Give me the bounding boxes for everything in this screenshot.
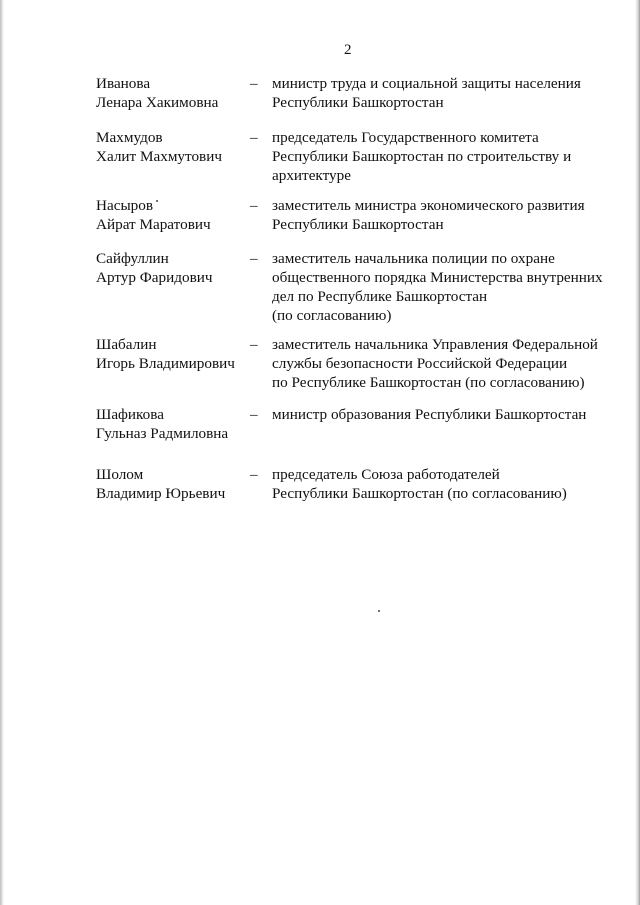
- scan-edge-left: [0, 0, 4, 905]
- member-position: [272, 405, 612, 424]
- scan-speck: [378, 610, 380, 612]
- member-position-line: Республики Башкортостан: [272, 216, 444, 233]
- member-position-line: заместитель начальника Управления Федеральной: [272, 336, 598, 353]
- member-position-line: Республики Башкортостан: [272, 94, 444, 111]
- member-full-name: [96, 335, 246, 373]
- member-surname: Шабалин: [96, 336, 157, 353]
- member-position-line: по Республике Башкортостан (по согласованию): [272, 374, 585, 391]
- member-position-line: Республики Башкортостан (по согласованию): [272, 485, 567, 502]
- member-position-line: общественного порядка Министерства внутренних: [272, 269, 603, 286]
- member-dash: –: [250, 197, 258, 214]
- member-position-line: заместитель начальника полиции по охране: [272, 250, 555, 267]
- member-position-line: заместитель министра экономического развития: [272, 197, 585, 214]
- member-full-name: [96, 465, 246, 503]
- member-position-line: министр труда и социальной защиты населения: [272, 75, 581, 92]
- member-dash: –: [250, 75, 258, 92]
- member-dash: –: [250, 336, 258, 353]
- member-position: [272, 465, 612, 503]
- member-position-line: министр образования Республики Башкортостан: [272, 406, 587, 423]
- member-dash: –: [250, 466, 258, 483]
- member-position-line: дел по Республике Башкортостан: [272, 288, 488, 305]
- member-given-names: Гульназ Радмиловна: [96, 425, 229, 442]
- member-given-names: Владимир Юрьевич: [96, 485, 226, 502]
- member-given-names: Айрат Маратович: [96, 216, 211, 233]
- member-given-names: Халит Махмутович: [96, 148, 222, 165]
- member-dash: –: [250, 406, 258, 423]
- member-position: [272, 335, 612, 392]
- member-position: [272, 74, 612, 112]
- member-given-names: Ленара Хакимовна: [96, 94, 219, 111]
- member-position: [272, 128, 612, 185]
- member-given-names: Игорь Владимирович: [96, 355, 235, 372]
- member-surname: Сайфуллин: [96, 250, 169, 267]
- member-surname: Насыров: [96, 197, 154, 214]
- member-given-names: Артур Фаридович: [96, 269, 213, 286]
- scan-edge-right: [635, 0, 640, 905]
- member-dash: –: [250, 250, 258, 267]
- member-surname: Шафикова: [96, 406, 164, 423]
- member-surname: Шолом: [96, 466, 144, 483]
- member-dash: –: [250, 129, 258, 146]
- member-position: [272, 196, 612, 234]
- member-surname: Махмудов: [96, 129, 163, 146]
- member-full-name: [96, 249, 246, 287]
- member-full-name: [96, 405, 246, 443]
- member-position-line: (по согласованию): [272, 307, 392, 324]
- member-position-line: службы безопасности Российской Федерации: [272, 355, 568, 372]
- member-position-line: Республики Башкортостан по строительству и: [272, 148, 572, 165]
- member-surname: Иванова: [96, 75, 151, 92]
- member-position-line: председатель Союза работодателей: [272, 466, 500, 483]
- member-full-name: [96, 74, 246, 112]
- member-position-line: председатель Государственного комитета: [272, 129, 539, 146]
- member-position-line: архитектуре: [272, 167, 351, 184]
- member-full-name: [96, 196, 246, 234]
- page-number: 2: [344, 42, 352, 58]
- member-full-name: [96, 128, 246, 166]
- member-position: [272, 249, 612, 325]
- scan-speck: [156, 200, 158, 202]
